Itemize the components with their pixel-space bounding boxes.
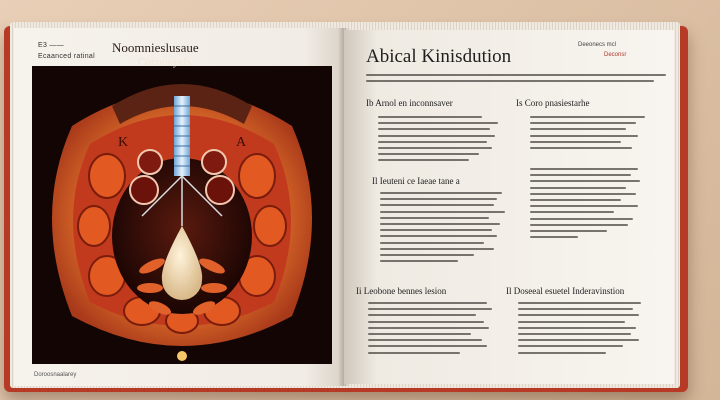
right-page-header: Deeonecs mcl — [578, 42, 617, 48]
right-page-title: Abical Kinisdution — [366, 46, 512, 67]
left-page-header: E3 —— — [38, 42, 65, 49]
paragraph-col2-a — [530, 116, 650, 153]
paragraph-col1-a — [378, 116, 508, 166]
paragraph-col2-b — [530, 168, 650, 242]
section-heading-3: Il Ieuteni ce Iaeae tane a — [372, 176, 460, 186]
paragraph-col1-c — [368, 302, 500, 358]
left-page-title: Noomnieslusaue — [112, 40, 199, 55]
section-heading-4: Ii Leobone bennes lesion — [356, 286, 447, 296]
right-page-badge: Deconsr — [604, 52, 627, 58]
intro-paragraph — [366, 74, 666, 86]
left-page-footer: Doroosnaalarey — [34, 372, 77, 378]
paragraph-col1-b — [380, 192, 510, 266]
section-heading-2: Is Coro pnasiestarhe — [516, 98, 590, 108]
left-page-subheader: Ecaanced ratinal — [38, 53, 95, 60]
paragraph-col2-c — [518, 302, 652, 358]
anatomy-illustration — [32, 66, 332, 364]
section-heading-5: Il Doseeal esuetel Inderavinstion — [506, 286, 625, 296]
left-page-subtitle: Connonyels — [138, 56, 191, 68]
section-heading-1: Ib Arnol en inconnsaver — [366, 98, 453, 108]
svg-text:A: A — [236, 135, 247, 150]
bottom-node — [177, 351, 187, 361]
svg-text:K: K — [118, 135, 129, 150]
